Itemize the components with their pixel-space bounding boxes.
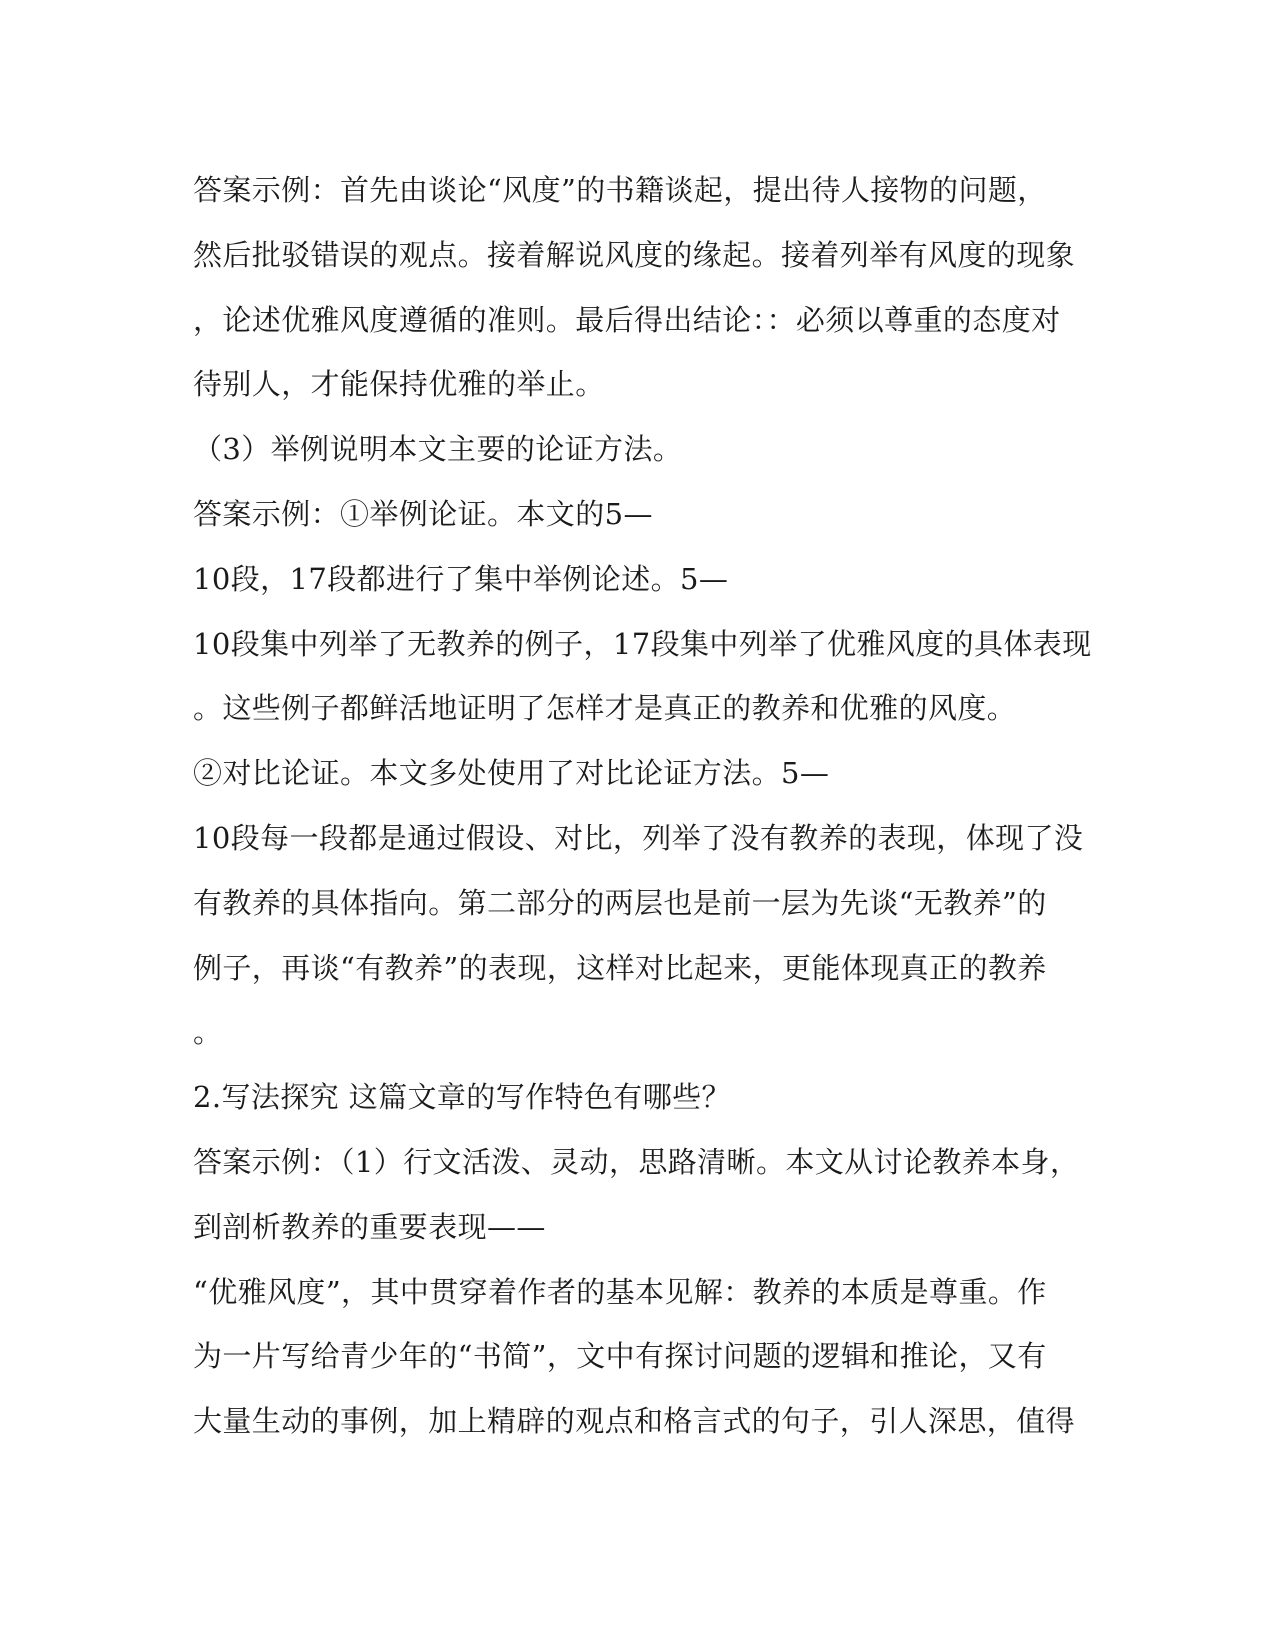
text-line: 答案示例：①举例论证。本文的5— — [193, 496, 653, 531]
text-line: 10段，17段都进行了集中举例论述。5— — [193, 561, 729, 596]
text-line: ②对比论证。本文多处使用了对比论证方法。5— — [193, 756, 830, 791]
text-line: 2.写法探究 这篇文章的写作特色有哪些？ — [193, 1080, 731, 1115]
text-line: 10段每一段都是通过假设、对比，列举了没有教养的表现，体现了没 — [193, 820, 1084, 855]
text-line: （3）举例说明本文主要的论证方法。 — [193, 432, 683, 467]
text-line: 大量生动的事例，加上精辟的观点和格言式的句子，引人深思，值得 — [193, 1404, 1076, 1439]
text-line: 有教养的具体指向。第二部分的两层也是前一层为先谈“无教养”的 — [193, 885, 1047, 920]
text-line: 例子，再谈“有教养”的表现，这样对比起来，更能体现真正的教养 — [193, 950, 1047, 985]
text-line: “优雅风度”，其中贯穿着作者的基本见解：教养的本质是尊重。作 — [193, 1274, 1047, 1309]
text-line: 答案示例：（1）行文活泼、灵动，思路清晰。本文从讨论教养本身， — [193, 1144, 1080, 1179]
text-line: 待别人，才能保持优雅的举止。 — [193, 367, 605, 402]
text-line: 。这些例子都鲜活地证明了怎样才是真正的教养和优雅的风度。 — [193, 691, 1017, 726]
text-line: 然后批驳错误的观点。接着解说风度的缘起。接着列举有风度的现象 — [193, 237, 1076, 272]
text-line: 到剖析教养的重要表现—— — [193, 1209, 546, 1244]
document-body — [193, 158, 1092, 1454]
text-line: 。 — [193, 1015, 223, 1050]
text-line: 10段集中列举了无教养的例子，17段集中列举了优雅风度的具体表现 — [193, 626, 1092, 661]
text-line: 为一片写给青少年的“书简”，文中有探讨问题的逻辑和推论，又有 — [193, 1339, 1047, 1374]
text-line: ，论述优雅风度遵循的准则。最后得出结论：：必须以尊重的态度对 — [193, 302, 1061, 337]
text-line: 答案示例：首先由谈论“风度”的书籍谈起，提出待人接物的问题， — [193, 173, 1047, 207]
